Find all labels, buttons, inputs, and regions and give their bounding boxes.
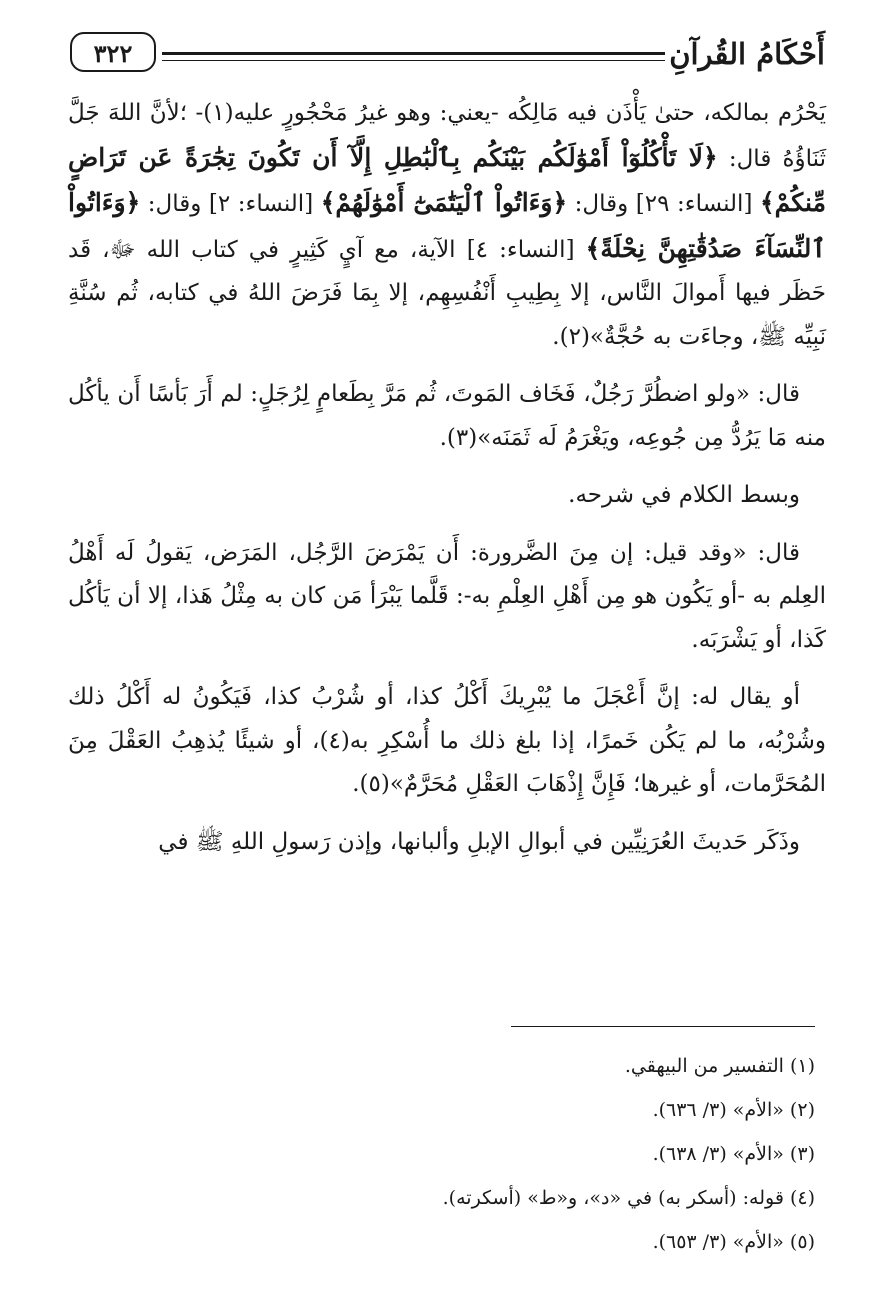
- paragraph: وذَكَر حَديثَ العُرَنِيِّين في أبوالِ الإبلِ وألبانها، وإذن رَسولِ اللهِ ﷺ في: [158, 828, 800, 855]
- paragraph: وبسط الكلام في شرحه.: [568, 482, 800, 508]
- footnote: (٢) «الأم» (٣/ ٦٣٦).: [652, 1099, 815, 1121]
- quran-verse: ﴿وَءَاتُواْ ٱلْيَتَٰمَىٰٓ أَمْوَٰلَهُمْ﴾: [320, 188, 568, 217]
- text-segment: [النساء: ٤] الآية، مع آيٍ كَثِيرٍ في كتاب الله ﷻ، قَد حَظَر فيها أَموالَ النَّاس، إلا بِطِيبِ أَنْفُسِهِم، إلا بِمَا فَرَضَ اللهُ في كتابه، ثُم سُنَّةِ نَبِيِّه ﷺ، وجاءَت به حُجَّةٌ»(٢).: [68, 236, 826, 350]
- page-header: [70, 30, 825, 84]
- main-text: [68, 92, 826, 864]
- paragraph: أو يقال له: إنَّ أَعْجَلَ ما يُبْرِيكَ أَكْلُ كذا، أو شُرْبُ كذا، فَيَكُونُ له أَكْلُ ذلك وشُرْبُه، ما لم يَكُن خَمرًا، إذا بلغ ذلك ما أُسْكِرِ به(٤)، أو شيئًا يُذهِبُ العَقْلَ مِنَ المُحَرَّمات، أو غيرها؛ فَإِنَّ إِذْهَابَ العَقْلِ مُحَرَّمٌ»(٥).: [68, 684, 827, 797]
- paragraph: قال: «ولو اضطُرَّ رَجُلٌ، فَخَاف المَوتَ، ثُم مَرَّ بِطَعامٍ لِرُجَلٍ: لم أَرَ بَأسًا أَن يأكُل منه مَا يَرُدُّ مِن جُوعِه، ويَغْرَمُ لَه ثَمَنَه»(٣).: [68, 381, 826, 451]
- header-rule-thick: [162, 52, 665, 55]
- paragraph: قال: «وقد قيل: إن مِنَ الضَّرورة: أَن يَمْرَضَ الرَّجُل، المَرَض، يَقولُ لَه أَهْلُ العِلم به -أو يَكُون هو مِن أَهْلِ العِلْمِ به-: قَلَّما يَبْرَأ مَن كان به مِثْلُ هَذا، إلا أن يَأكُل كَذا، أو يَشْرَبَه.: [68, 539, 826, 653]
- footnotes: [120, 1044, 815, 1264]
- footnote: (٣) «الأم» (٣/ ٦٣٨).: [652, 1143, 815, 1165]
- verse-reference: [النساء: ٢٩] وقال:: [567, 191, 760, 217]
- footnote-separator: [511, 1026, 815, 1027]
- paragraph: [68, 92, 826, 359]
- footnote: (٤) قوله: (أسكر به) في «د»، و«ط» (أسكرته).: [442, 1187, 815, 1209]
- header-rule-thin: [162, 60, 665, 61]
- text-segment: يَحْرُم بمالكه، حتىٰ يَأْذَن فيه مَالِكُه -يعني: وهو غيرُ مَحْجُورٍ عليه(١)- ؛لأنَّ اللهَ جَلَّ ثَنَاؤُهُ قال:: [68, 100, 827, 172]
- quran-verse: ﴿وَءَاتُواْ ٱلنِّسَآءَ صَدُقَٰتِهِنَّ نِحْلَةً﴾: [68, 188, 826, 263]
- footnote: (١) التفسير من البيهقي.: [624, 1055, 815, 1077]
- footnote: (٥) «الأم» (٣/ ٦٥٣).: [652, 1231, 815, 1253]
- book-title: أَحْكَامُ القُرآنِ: [669, 37, 825, 71]
- quran-verse: ﴿لَا تَأْكُلُوٓاْ أَمْوَٰلَكُم بَيْنَكُم بِٱلْبَٰطِلِ إِلَّآ أَن تَكُونَ تِجَٰرَةً عَن تَرَاضٍ مِّنكُمْ﴾: [68, 142, 826, 217]
- verse-reference: [النساء: ٢] وقال:: [140, 191, 321, 217]
- page-number: ٣٢٢: [70, 32, 156, 72]
